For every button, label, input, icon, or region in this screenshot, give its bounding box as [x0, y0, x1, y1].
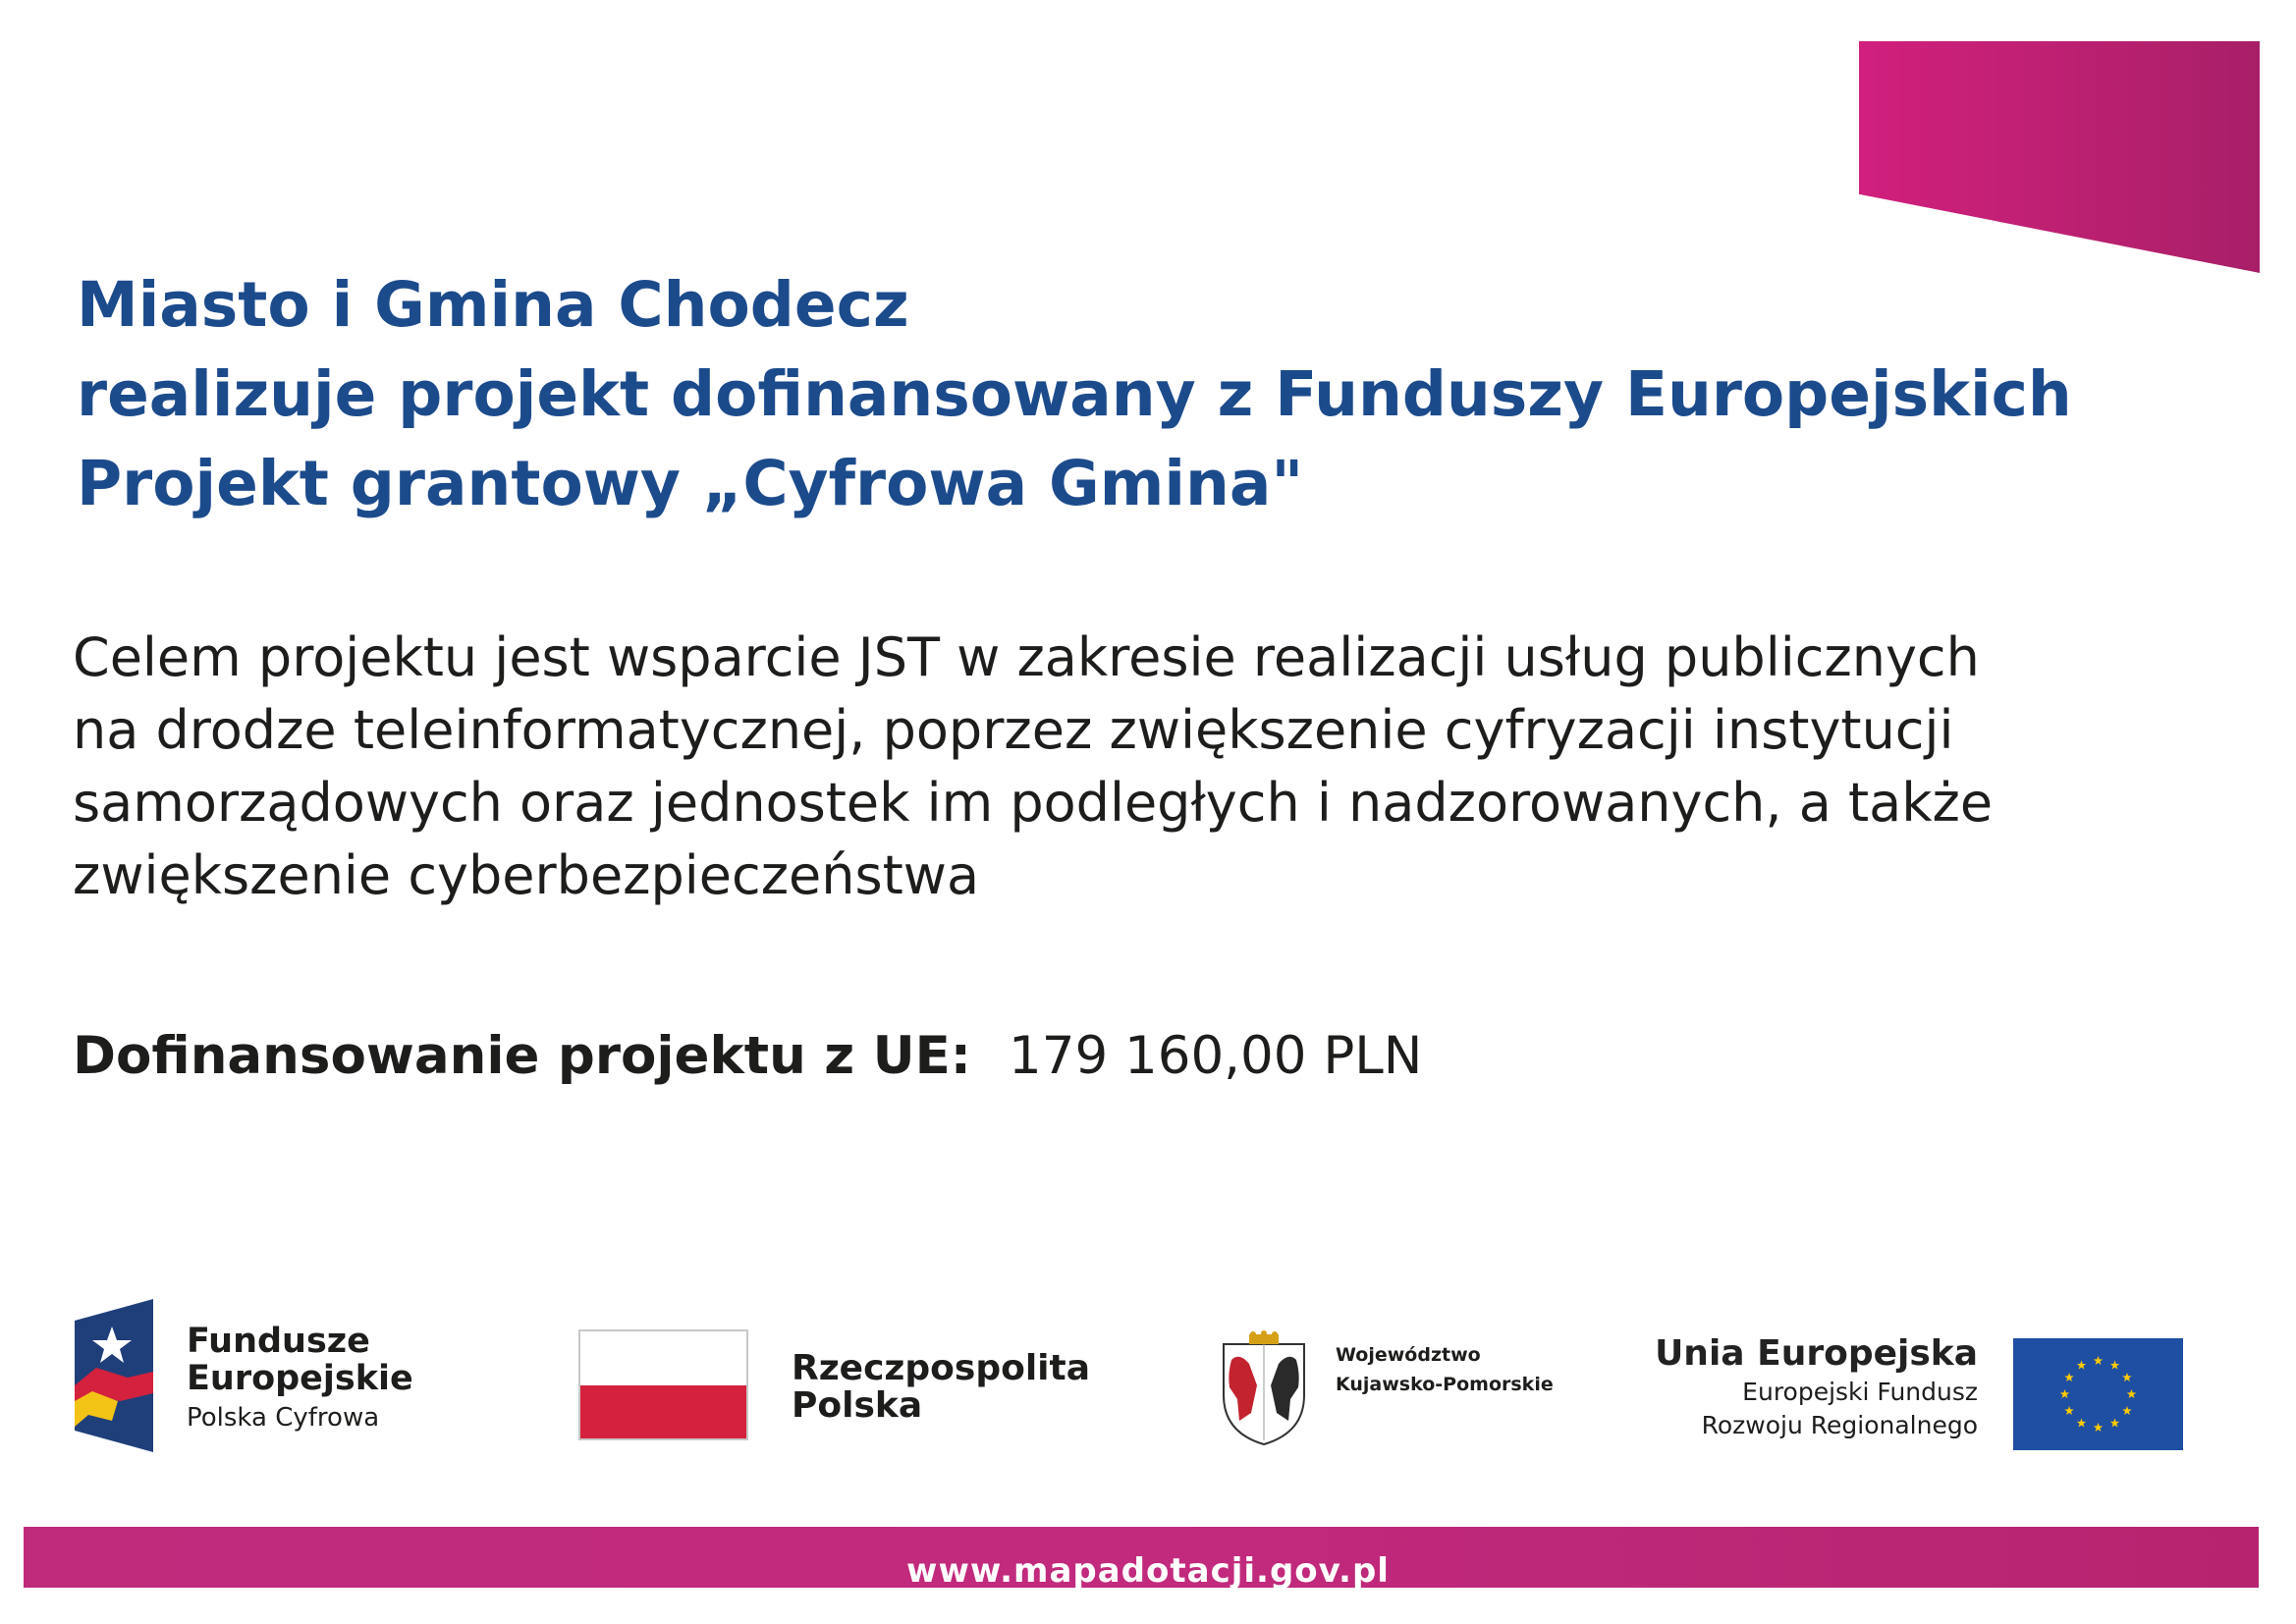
fundusze-europejskie-logo-icon	[75, 1299, 153, 1452]
funding-amount: 179 160,00 PLN	[1009, 1026, 1423, 1086]
fe-line-3: Polska Cyfrowa	[187, 1403, 380, 1433]
pl-line-1: Rzeczpospolita	[792, 1348, 1090, 1388]
corner-decoration-band	[1859, 41, 2260, 273]
website-url: www.mapadotacji.gov.pl	[906, 1551, 1390, 1591]
fe-line-1: Fundusze	[187, 1322, 370, 1361]
description-line-2: na drodze teleinformatycznej, poprzez zwiększenie cyfryzacji instytucji	[73, 699, 1954, 761]
title-line-2: realizuje projekt dofinansowany z Funduszy Europejskich	[77, 358, 2072, 430]
rzeczpospolita-polska-text	[792, 1350, 1090, 1425]
kujawsko-pomorskie-text	[1336, 1340, 1554, 1399]
eu-line-1: Unia Europejska	[1655, 1333, 1978, 1374]
project-description	[73, 622, 2037, 912]
polish-flag-icon	[578, 1329, 748, 1440]
funding-label: Dofinansowanie projektu z UE:	[73, 1026, 972, 1086]
title-line-1: Miasto i Gmina Chodecz	[77, 269, 909, 341]
fe-line-2: Europejskie	[187, 1359, 413, 1398]
poster-title	[77, 260, 2072, 528]
pl-line-2: Polska	[792, 1385, 923, 1426]
eu-line-3: Rozwoju Regionalnego	[1701, 1411, 1978, 1439]
funding-row	[73, 1017, 1422, 1096]
title-line-3: Projekt grantowy „Cyfrowa Gmina"	[77, 448, 1304, 519]
kp-line-2: Kujawsko-Pomorskie	[1336, 1374, 1554, 1395]
description-line-4: zwiększenie cyberbezpieczeństwa	[73, 844, 980, 906]
fundusze-europejskie-text	[187, 1323, 413, 1438]
kujawsko-pomorskie-crest-icon	[1218, 1330, 1310, 1446]
description-line-3: samorządowych oraz jednostek im podległych i nadzorowanych, a także	[73, 772, 1994, 834]
unia-europejska-text	[1561, 1332, 1978, 1442]
eu-flag-icon	[2013, 1338, 2183, 1450]
eu-line-2: Europejski Fundusz	[1742, 1378, 1978, 1406]
kp-line-1: Województwo	[1336, 1344, 1481, 1366]
description-line-1: Celem projektu jest wsparcie JST w zakresie realizacji usług publicznych	[73, 626, 1980, 688]
